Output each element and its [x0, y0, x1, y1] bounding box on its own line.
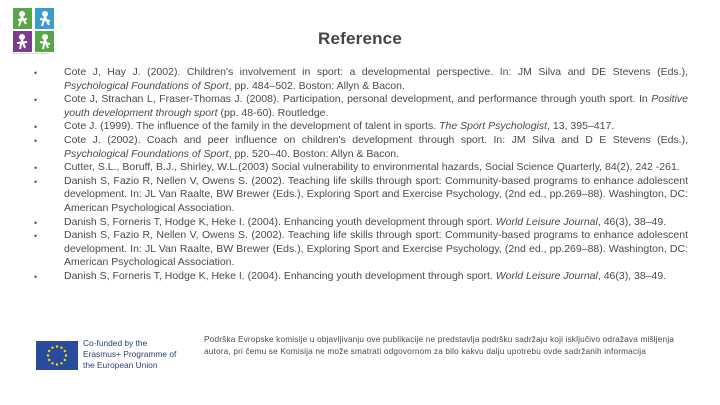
reference-text: Cote J, Hay J. (2002). Children's involvement in sport: a developmental perspective. In: JM Silva and DE Stevens (Eds.),	[64, 66, 688, 78]
eu-star	[56, 345, 58, 347]
eu-star	[47, 354, 49, 356]
reference-text-tail: , pp. 484–502. Boston: Allyn & Bacon.	[228, 79, 405, 92]
reference-item	[30, 66, 688, 93]
eu-star	[56, 363, 58, 365]
reference-text: Danish S, Fazio R, Nellen V, Owens S. (2002). Teaching life skills through sport: Community-based programs to enhance adolescent development. In: JL Van Raalte, BW Brewer (Eds.), Exploring Sport and Exercise Psychology, (2nd ed., pp.269–88). Washington, DC: American Psychological Association.	[64, 174, 688, 214]
reference-item	[30, 93, 688, 120]
reference-text: Cote J. (2002). Coach and peer influence on children's development through sport. In: JM Silva and D E Stevens (Eds.),	[64, 133, 688, 146]
reference-source-title: Psychological Foundations of Sport	[64, 147, 229, 160]
reference-source-title: World Leisure Journal	[495, 269, 598, 282]
page-title: Reference	[317, 29, 402, 48]
eu-cofunding-text: Co-funded by the Erasmus+ Programme of the European Union	[83, 338, 177, 370]
reference-text: Cote J. (1999). The influence of the family in the development of talent in sports.	[64, 120, 440, 133]
reference-text-tail: (pp. 48-60). Routledge.	[217, 106, 329, 119]
reference-item	[30, 229, 688, 270]
eu-star	[64, 350, 66, 352]
reference-text-tail: , 46(3), 38–49.	[597, 215, 667, 228]
eu-cofunding-logo	[36, 338, 184, 374]
reference-source-title: The Sport Psychologist	[439, 120, 548, 133]
reference-list	[30, 66, 688, 284]
eu-star	[65, 354, 67, 356]
reference-text: Cutter, S.L., Boruff, B.J., Shirley, W.L.(2003) Social vulnerability to environmental hazards, Social Science Quarterly, 84(2), 242 -261.	[64, 161, 680, 174]
eu-star	[64, 359, 66, 361]
reference-text: Cote J, Strachan L, Fraser-Thomas J. (2008). Participation, personal development, and performance through youth sport. In	[64, 93, 652, 106]
reference-text-tail: , 13, 395–417.	[547, 120, 615, 133]
reference-item	[30, 270, 688, 284]
eu-star	[48, 350, 50, 352]
reference-text: Danish S, Fazio R, Nellen V, Owens S. (2002). Teaching life skills through sport: Community-based programs to enhance adolescent development. In: JL Van Raalte, BW Brewer (Eds.), Exploring Sport and Exercise Psychology, (2nd ed., pp.269–88). Washington, DC: American Psychological Association.	[64, 229, 688, 269]
reference-source-title: World Leisure Journal	[495, 215, 598, 228]
eu-star	[51, 347, 53, 349]
reference-source-title: Positive youth development through sport	[64, 93, 688, 119]
reference-item	[30, 161, 688, 175]
eu-flag-icon	[36, 341, 78, 370]
reference-text-tail: , pp. 520–40. Boston: Allyn & Bacon.	[228, 147, 400, 160]
eu-star	[51, 362, 53, 364]
logo-caption: Sport and Education Research Network	[13, 53, 49, 55]
eu-star	[60, 362, 62, 364]
eu-star	[48, 359, 50, 361]
eu-disclaimer: Podrška Evropske komisije u objavljivanju ove publikacije ne predstavlja podršku sadržaju koji isključivo odražava mišljenja autora, pri čemu se Komisija ne može smatrati odgovornom za bilo kakvu dalju upotrebu ovde sadržanih informacija	[204, 334, 675, 356]
eu-star	[60, 347, 62, 349]
reference-text: Danish S, Forneris T, Hodge K, Heke I. (2004). Enhancing youth development through sport.	[64, 215, 496, 228]
eu-stars-icon	[36, 341, 78, 370]
reference-item	[30, 134, 688, 161]
reference-source-title: Psychological Foundations of Sport	[64, 79, 229, 92]
reference-item	[30, 175, 688, 216]
reference-text-tail: , 46(3), 38–49.	[597, 269, 667, 282]
reference-item	[30, 120, 688, 134]
reference-text: Danish S, Forneris T, Hodge K, Heke I. (2004). Enhancing youth development through sport.	[64, 269, 496, 282]
reference-item	[30, 216, 688, 230]
